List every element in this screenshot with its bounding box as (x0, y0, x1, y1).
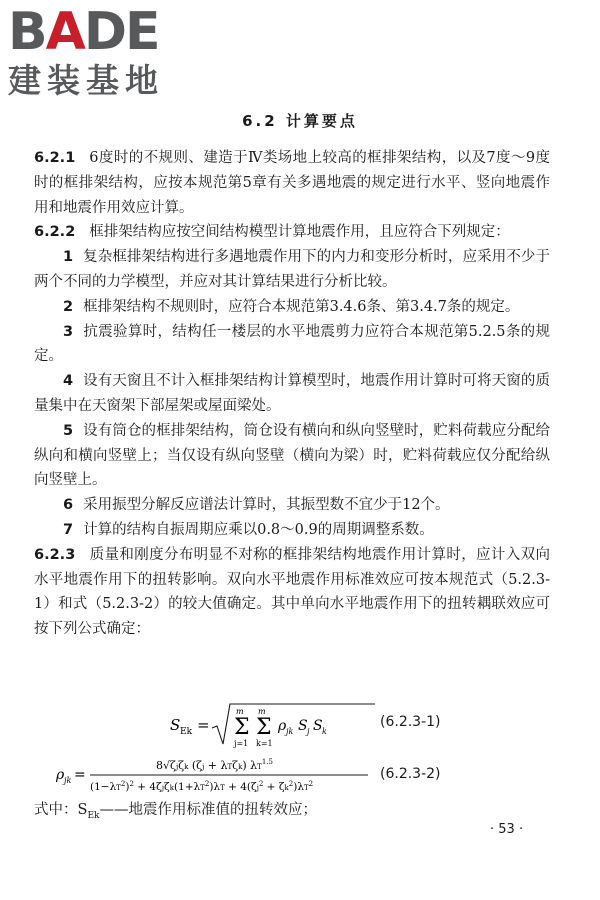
clause-6-2-3: 6.2.3 质量和刚度分布明显不对称的框排架结构地震作用计算时，应计入双向水平地震作用下的扭转影响。双向水平地震作用标准效应可按本规范式（5.2.3-1）和式（5.2.3-2）的较大值确定。其中单向水平地震作用下的扭转耦联效应可按下列公式确定： (34, 546, 550, 638)
page-number: · 53 · (490, 822, 524, 837)
svg-text:=: = (74, 767, 86, 783)
formula-label: (6.2.3-2) (380, 766, 441, 782)
formula-expression (56, 754, 376, 798)
list-item: 2 框排架结构不规则时，应符合本规范第3.4.6条、第3.4.7条的规定。 (63, 298, 520, 315)
clause-6-2-1: 6.2.1 6度时的不规则、建造于Ⅳ类场地上较高的框排架结构，以及7度～9度时的框排架结构，应按本规范第5章有关多遇地震的规定进行水平、竖向地震作用和地震作用效应计算。 (34, 150, 550, 216)
svg-text:Σ: Σ (234, 715, 250, 740)
logo-subtitle: 建装基地 (8, 61, 164, 100)
symbol-definition: 式中：$S_{Ek}——$地震作用标准值的扭转效应； (34, 802, 317, 821)
formula-expression (170, 700, 380, 750)
svg-text:jk: jk (286, 727, 294, 736)
svg-text:S: S (298, 718, 308, 734)
svg-text:k: k (322, 727, 327, 736)
formula-6-2-3-1 (0, 700, 600, 750)
formula-label: (6.2.3-1) (380, 714, 441, 730)
svg-text:ρ: ρ (278, 718, 287, 734)
body-text (34, 146, 550, 642)
svg-text:Σ: Σ (256, 715, 272, 740)
list-item: 1 复杂框排架结构进行多遇地震作用下的内力和变形分析时，应采用不少于两个不同的力学模型，并应对其计算结果进行分析比较。 (34, 249, 550, 290)
logo (8, 2, 178, 100)
svg-text:=: = (197, 716, 210, 734)
svg-text:Ek: Ek (180, 727, 193, 737)
svg-text:(1−λT2)2 + 4ζjζk(1+λT2)λT + 4(: $(1-\lambda T^2)^2 + 4\zeta j\zeta k(1+\lambda T^2)\lambda T + 4(\zeta j^2 + \zeta k^2)\lambda T^2$ (90, 780, 314, 793)
svg-text:S: S (313, 718, 323, 734)
svg-text:ρ: ρ (56, 767, 65, 783)
list-item: 6 采用振型分解反应谱法计算时，其振型数不宜少于12个。 (63, 497, 450, 514)
svg-text:j=1: j=1 (234, 739, 249, 748)
section-title: 6.2 计算要点 (242, 112, 358, 130)
svg-text:S: S (170, 716, 181, 734)
list-item: 4 设有天窗且不计入框排架结构计算模型时，地震作用计算时可将天窗的质量集中在天窗架下部屋架或屋面梁处。 (34, 373, 550, 414)
svg-text:8√ζjζk (ζj + λTζk) λT1.5: 8√ζjζk (ζj + λTζk) $\lambda T^{1.5}$ (156, 758, 273, 772)
svg-text:jk: jk (64, 776, 72, 785)
svg-text:m: m (236, 707, 244, 716)
clause-6-2-2: 6.2.2 框排架结构应按空间结构模型计算地震作用，且应符合下列规定： (34, 224, 510, 241)
formula-6-2-3-2 (0, 754, 600, 798)
list-item: 5 设有筒仓的框排架结构，筒仓设有横向和纵向竖壁时，贮料荷载应分配给纵向和横向竖壁上；当仅设有纵向竖壁（横向为梁）时，贮料荷载应仅分配给纵向竖壁上。 (34, 422, 550, 489)
svg-text:k=1: k=1 (256, 739, 273, 748)
svg-text:j: j (307, 727, 310, 736)
list-item: 3 抗震验算时，结构任一楼层的水平地震剪力应符合本规范第5.2.5条的规定。 (34, 323, 550, 365)
svg-text:m: m (258, 707, 266, 716)
logo-wordmark: BADE (8, 2, 159, 62)
list-item: 7 计算的结构自振周期应乘以0.8～0.9的周期调整系数。 (63, 521, 434, 538)
